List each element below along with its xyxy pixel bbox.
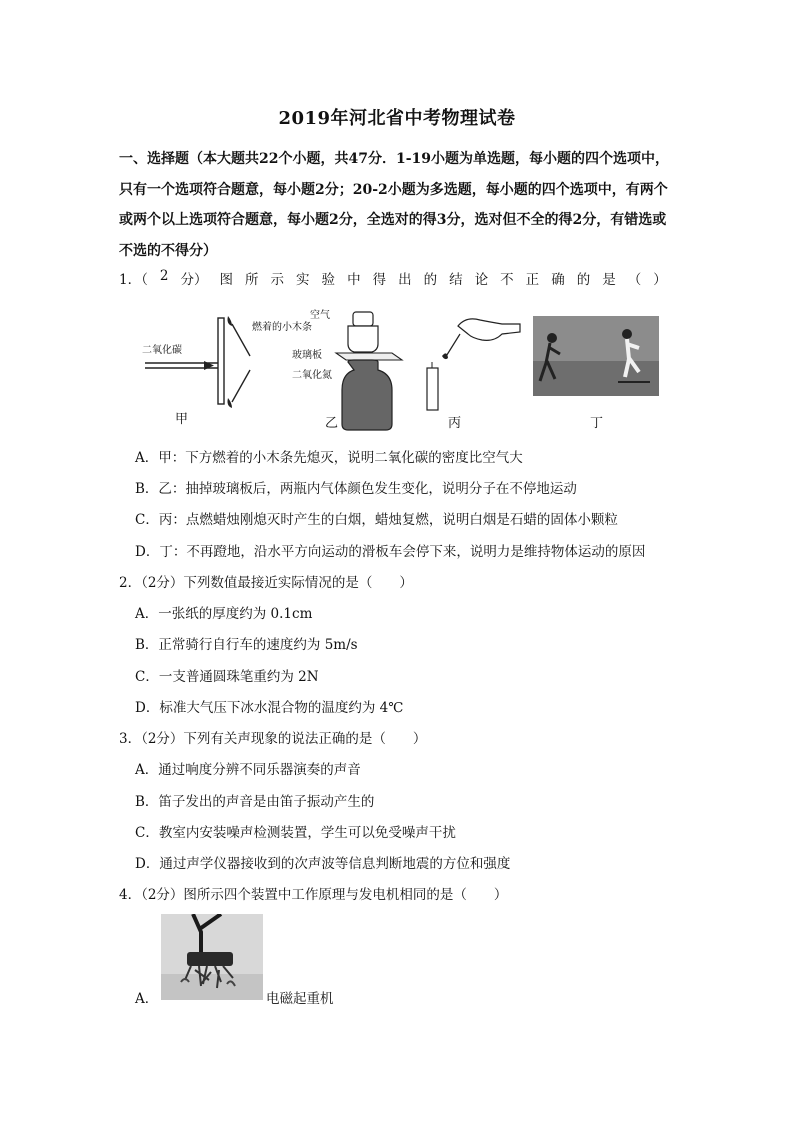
section-heading: 一、选择题（本大题共22个小题，共47分．1-19小题为单选题，每小题的四个选项中，只有一个选项符合题意，每小题2分；20-2小题为多选题，每小题的四个选项中，有两个或两个以上选项符合题意，每小题2分，全选对的得3分，选对但不全的得2分，有错选或不选的不得分） (119, 151, 669, 259)
q1-char: 的 (423, 272, 438, 288)
q2-option-d: D．标准大气压下冰水混合物的温度约为 4℃ (135, 700, 404, 716)
q1-option-b: B．乙：抽掉玻璃板后，两瓶内气体颜色发生变化，说明分子在不停地运动 (135, 481, 577, 497)
q1-char: 得 (372, 272, 387, 288)
label-no2: 二氧化氮 (292, 370, 332, 381)
figure-label-jia: 甲 (175, 412, 189, 427)
q1-char: 不 (500, 272, 514, 288)
question-4-stem: 4．（2分）图所示四个装置中工作原理与发电机相同的是（ ） (119, 887, 508, 903)
q3-option-b: B．笛子发出的声音是由笛子振动产生的 (135, 794, 375, 810)
q4-option-a-letter: A． (135, 991, 159, 1007)
q1-char: 分） (180, 272, 208, 288)
question-2-stem: 2．（2分）下列数值最接近实际情况的是（ ） (119, 575, 413, 591)
q1-char: 的 (576, 272, 591, 288)
figure-label-yi: 乙 (325, 416, 339, 431)
q1-char: 正 (525, 272, 540, 288)
q1-option-a: A．甲：下方燃着的小木条先熄灭，说明二氧化碳的密度比空气大 (135, 450, 523, 466)
figure-jia (142, 316, 312, 408)
figure-label-ding: 丁 (590, 416, 604, 431)
q1-char: 所 (245, 272, 259, 288)
question-3-stem: 3．（2分）下列有关声现象的说法正确的是（ ） (119, 731, 427, 747)
q1-char: 论 (474, 272, 489, 288)
page-title: 2019年河北省中考物理试卷 (278, 108, 516, 129)
figure-ding (533, 316, 659, 396)
q3-option-c: C．教室内安装噪声检测装置，学生可以免受噪声干扰 (135, 825, 456, 841)
q1-char: ） (653, 272, 667, 288)
q1-char: 示 (270, 272, 285, 288)
q1-option-d: D．丁：不再蹬地，沿水平方向运动的滑板车会停下来，说明力是维持物体运动的原因 (135, 544, 646, 560)
q2-option-a: A．一张纸的厚度约为 0.1cm (135, 606, 313, 622)
q1-char: 结 (449, 272, 463, 288)
electromagnetic-crane-photo (161, 914, 263, 1000)
q1-char: 是 (602, 272, 616, 288)
q1-char: 中 (347, 272, 361, 288)
label-glass-plate: 玻璃板 (292, 350, 322, 361)
q1-char: 图 (219, 272, 233, 288)
q1-char: 验 (321, 272, 336, 288)
q1-char: 确 (551, 272, 565, 288)
q1-option-c: C．丙：点燃蜡烛刚熄灭时产生的白烟，蜡烛复燃，说明白烟是石蜡的固体小颗粒 (135, 512, 618, 528)
q1-char: 2 (159, 268, 169, 284)
figure-bing (427, 319, 520, 410)
q1-char: 出 (398, 272, 412, 288)
q1-char: （ (627, 272, 642, 288)
label-co2: 二氧化碳 (142, 345, 182, 356)
q1-char: 实 (296, 272, 310, 288)
figure-label-bing: 丙 (448, 416, 462, 431)
q2-option-c: C．一支普通圆珠笔重约为 2N (135, 669, 319, 685)
question-1-stem (119, 268, 667, 288)
q1-char: 1．（ (119, 272, 148, 288)
q3-option-a: A．通过响度分辨不同乐器演奏的声音 (135, 762, 361, 778)
q3-option-d: D．通过声学仪器接收到的次声波等信息判断地震的方位和强度 (135, 856, 511, 872)
label-air: 空气 (310, 310, 330, 321)
q2-option-b: B．正常骑行自行车的速度约为 5m/s (135, 637, 358, 653)
label-burning-stick: 燃着的小木条 (252, 322, 312, 333)
q4-option-a-text: 电磁起重机 (266, 991, 334, 1007)
question-1-figures (140, 306, 670, 436)
